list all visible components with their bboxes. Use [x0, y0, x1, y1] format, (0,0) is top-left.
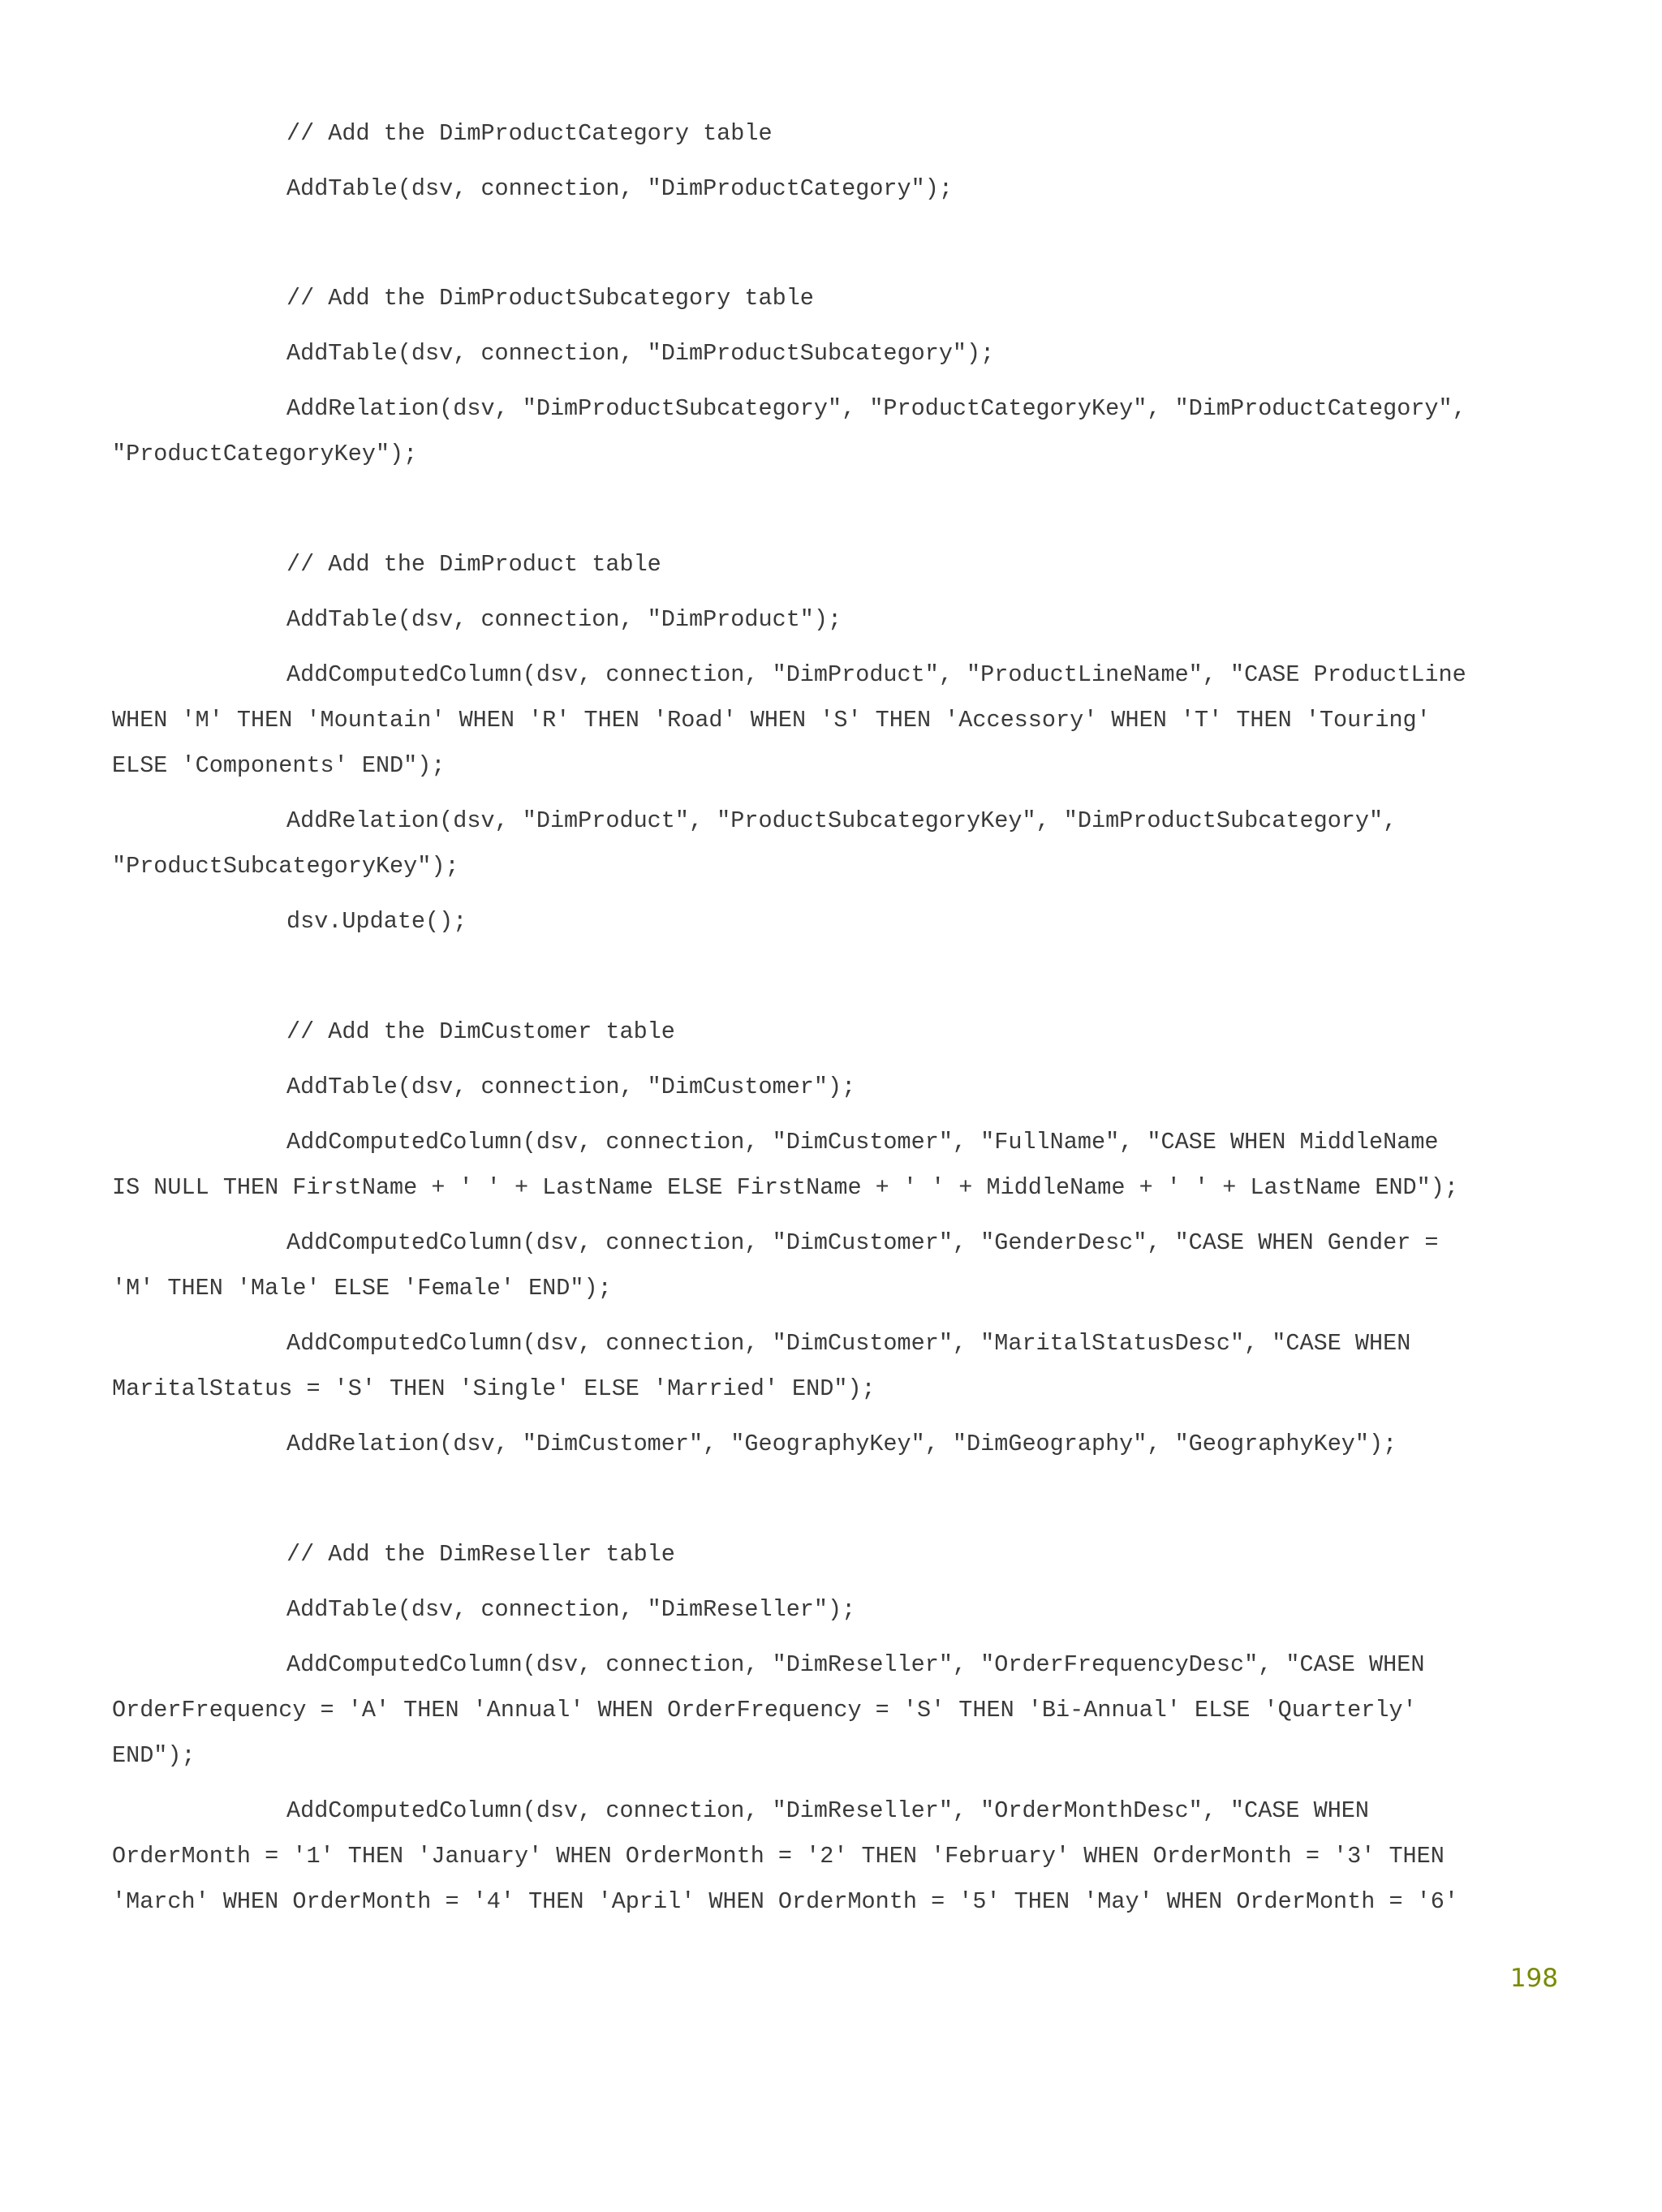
- code-comment-dimproductcategory: // Add the DimProductCategory table: [286, 120, 773, 147]
- code-comment-dimreseller: // Add the DimReseller table: [286, 1541, 675, 1568]
- code-line-computed-gender-1: AddComputedColumn(dsv, connection, "DimCustomer", "GenderDesc", "CASE WHEN Gender =: [286, 1229, 1439, 1256]
- code-line-addrelation-product-1: AddRelation(dsv, "DimProduct", "ProductSubcategoryKey", "DimProductSubcategory",: [286, 807, 1397, 834]
- code-line-computed-orderfreq-2: OrderFrequency = 'A' THEN 'Annual' WHEN OrderFrequency = 'S' THEN 'Bi-Annual' ELSE 'Quarterly': [112, 1697, 1417, 1724]
- code-comment-dimproductsubcategory: // Add the DimProductSubcategory table: [286, 285, 814, 312]
- code-line-computed-productline-2: WHEN 'M' THEN 'Mountain' WHEN 'R' THEN 'Road' WHEN 'S' THEN 'Accessory' WHEN 'T' THEN 'Touring': [112, 707, 1431, 734]
- code-comment-dimproduct: // Add the DimProduct table: [286, 551, 661, 578]
- code-line-computed-productline-1: AddComputedColumn(dsv, connection, "DimProduct", "ProductLineName", "CASE ProductLine: [286, 661, 1466, 688]
- code-line-computed-orderfreq-1: AddComputedColumn(dsv, connection, "DimReseller", "OrderFrequencyDesc", "CASE WHEN: [286, 1651, 1425, 1678]
- code-line-computed-orderfreq-3: END");: [112, 1742, 196, 1769]
- code-line-addtable-dimreseller: AddTable(dsv, connection, "DimReseller");: [286, 1596, 856, 1623]
- code-line-addtable-dimcustomer: AddTable(dsv, connection, "DimCustomer");: [286, 1074, 856, 1100]
- code-line-computed-ordermonth-1: AddComputedColumn(dsv, connection, "DimReseller", "OrderMonthDesc", "CASE WHEN: [286, 1797, 1370, 1824]
- code-line-computed-productline-3: ELSE 'Components' END");: [112, 752, 446, 779]
- code-line-addrelation-customer: AddRelation(dsv, "DimCustomer", "GeographyKey", "DimGeography", "GeographyKey");: [286, 1431, 1397, 1457]
- code-line-computed-ordermonth-2: OrderMonth = '1' THEN 'January' WHEN OrderMonth = '2' THEN 'February' WHEN OrderMonth = '3' THEN: [112, 1843, 1445, 1870]
- code-line-addtable-dimproductsubcategory: AddTable(dsv, connection, "DimProductSubcategory");: [286, 340, 995, 367]
- code-line-computed-fullname-2: IS NULL THEN FirstName + ' ' + LastName ELSE FirstName + ' ' + MiddleName + ' ' + LastName END");: [112, 1174, 1458, 1201]
- code-line-addrelation-product-2: "ProductSubcategoryKey");: [112, 853, 459, 880]
- code-line-computed-marital-2: MaritalStatus = 'S' THEN 'Single' ELSE 'Married' END");: [112, 1375, 876, 1402]
- page-number: 198: [1509, 1964, 1558, 1993]
- code-line-computed-marital-1: AddComputedColumn(dsv, connection, "DimCustomer", "MaritalStatusDesc", "CASE WHEN: [286, 1330, 1411, 1357]
- code-line-computed-fullname-1: AddComputedColumn(dsv, connection, "DimCustomer", "FullName", "CASE WHEN MiddleName: [286, 1129, 1439, 1155]
- code-line-dsv-update: dsv.Update();: [286, 908, 467, 935]
- code-line-addtable-dimproduct: AddTable(dsv, connection, "DimProduct");: [286, 606, 842, 633]
- code-line-addrelation-subcategory-2: "ProductCategoryKey");: [112, 441, 418, 467]
- code-line-computed-ordermonth-3: 'March' WHEN OrderMonth = '4' THEN 'April' WHEN OrderMonth = '5' THEN 'May' WHEN OrderMonth = '6': [112, 1888, 1458, 1915]
- code-comment-dimcustomer: // Add the DimCustomer table: [286, 1018, 675, 1045]
- code-line-addrelation-subcategory-1: AddRelation(dsv, "DimProductSubcategory", "ProductCategoryKey", "DimProductCategory",: [286, 395, 1466, 422]
- code-line-addtable-dimproductcategory: AddTable(dsv, connection, "DimProductCategory");: [286, 175, 953, 202]
- code-line-computed-gender-2: 'M' THEN 'Male' ELSE 'Female' END");: [112, 1275, 612, 1302]
